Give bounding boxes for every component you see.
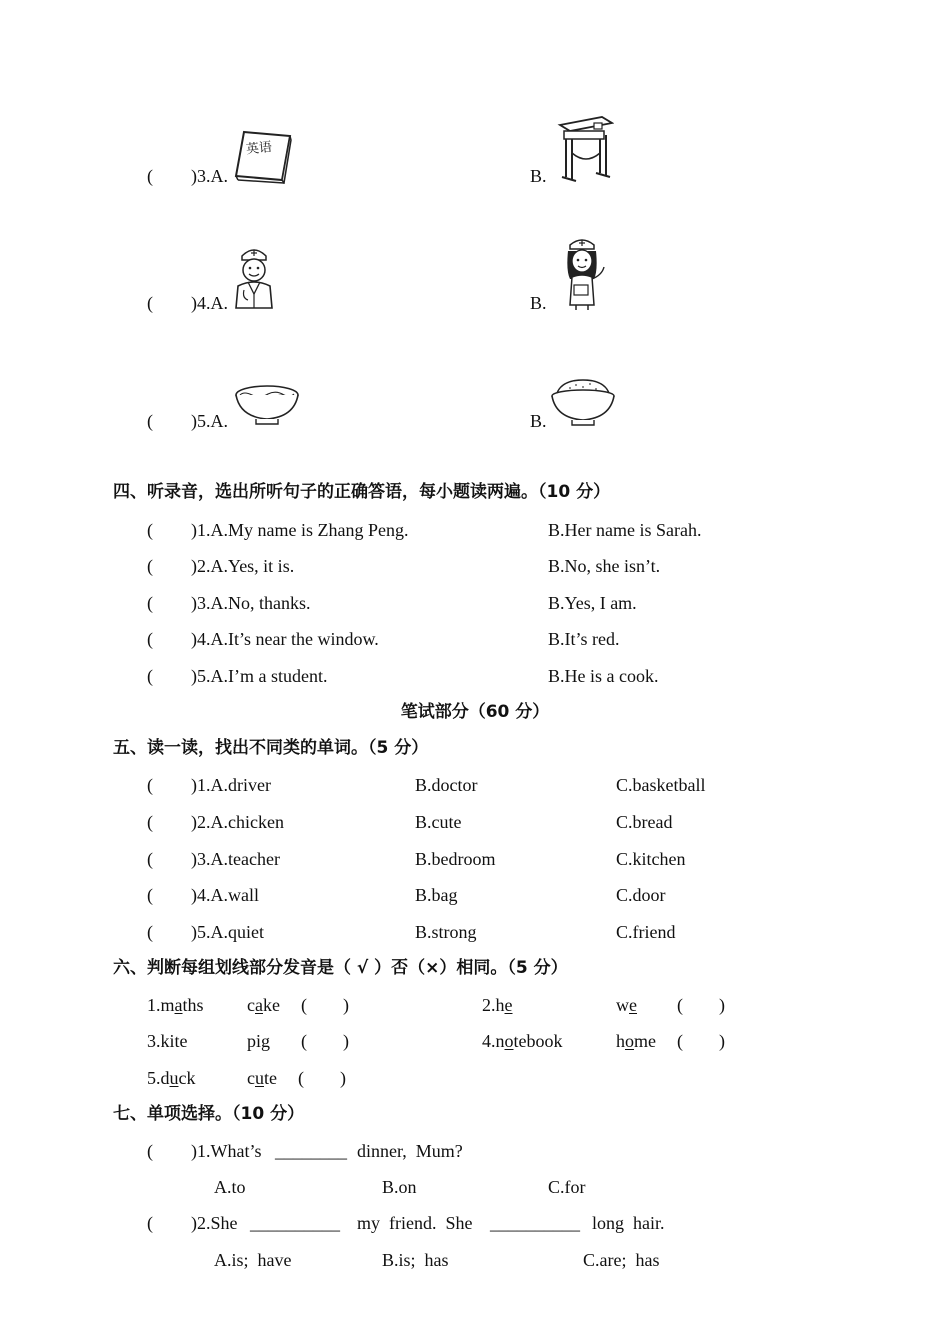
pair-word-1: 2.he [482, 995, 513, 1015]
pair-word-2: pig [247, 1031, 271, 1051]
answer-paren[interactable]: ( [147, 666, 153, 686]
option-a: )4.A.wall [191, 885, 259, 905]
option-a[interactable]: A.is; have [214, 1250, 292, 1270]
answer-blank[interactable]: ( ) [301, 1031, 349, 1051]
pair-word-1: 4.notebook [482, 1031, 563, 1051]
question-stem: )1.What’s [191, 1141, 262, 1161]
answer-paren[interactable]: ( [147, 166, 153, 186]
answer-paren[interactable]: ( [147, 775, 153, 795]
pair-word-1: 3.kite [147, 1031, 188, 1051]
written-part-title: 笔试部分（60 分） [400, 702, 550, 722]
fill-blank[interactable]: ________ [275, 1141, 347, 1161]
option-b-label: B. [530, 411, 547, 431]
option-a: )5.A.quiet [191, 922, 264, 942]
option-a: )1.A.My name is Zhang Peng. [191, 520, 409, 540]
doctor-image[interactable] [232, 244, 276, 310]
underlined-letter: u [255, 1068, 264, 1088]
pair-word-2: cake [247, 995, 280, 1015]
question-label: )3.A. [191, 166, 228, 186]
question-stem-middle: my friend. She [357, 1213, 473, 1233]
option-c: C.basketball [616, 775, 706, 795]
book-cover-text: 英语 [245, 139, 273, 158]
option-c[interactable]: C.for [548, 1177, 586, 1197]
pair-word-1: 1.maths [147, 995, 204, 1015]
answer-blank[interactable]: ( ) [677, 1031, 725, 1051]
option-c: C.kitchen [616, 849, 686, 869]
answer-paren[interactable]: ( [147, 556, 153, 576]
underlined-letter: e [629, 995, 637, 1015]
answer-paren[interactable]: ( [147, 1213, 153, 1233]
answer-paren[interactable]: ( [147, 885, 153, 905]
pair-word-2: cute [247, 1068, 277, 1088]
question-stem-end: long hair. [592, 1213, 665, 1233]
section-4-heading: 四、听录音，选出所听句子的正确答语，每小题读两遍。（10 分） [113, 482, 611, 502]
option-c: C.door [616, 885, 666, 905]
answer-paren[interactable]: ( [147, 411, 153, 431]
underlined-letter: e [504, 995, 513, 1015]
section-6-heading: 六、判断每组划线部分发音是（ √ ）否（×）相同。（5 分） [113, 958, 568, 978]
answer-paren[interactable]: ( [147, 1141, 153, 1161]
answer-paren[interactable]: ( [147, 629, 153, 649]
option-b: B.doctor [415, 775, 478, 795]
english-book-image[interactable] [234, 128, 292, 184]
option-b: B.Her name is Sarah. [548, 520, 702, 540]
fill-blank[interactable]: __________ [250, 1213, 340, 1233]
answer-paren[interactable]: ( [147, 293, 153, 313]
option-b: B.bag [415, 885, 458, 905]
option-b: B.Yes, I am. [548, 593, 637, 613]
section-5-heading: 五、读一读，找出不同类的单词。（5 分） [113, 738, 429, 758]
question-stem: )2.She [191, 1213, 238, 1233]
option-a: )3.A.No, thanks. [191, 593, 311, 613]
option-b: B.bedroom [415, 849, 496, 869]
option-b: B.cute [415, 812, 462, 832]
option-b[interactable]: B.is; has [382, 1250, 449, 1270]
option-b[interactable]: B.on [382, 1177, 417, 1197]
option-b: B.It’s red. [548, 629, 620, 649]
answer-paren[interactable]: ( [147, 520, 153, 540]
answer-paren[interactable]: ( [147, 849, 153, 869]
pair-word-2: we [616, 995, 637, 1015]
option-a: )5.A.I’m a student. [191, 666, 328, 686]
option-a: )2.A.Yes, it is. [191, 556, 295, 576]
option-c[interactable]: C.are; has [583, 1250, 660, 1270]
underlined-letter: o [625, 1031, 634, 1051]
answer-paren[interactable]: ( [147, 593, 153, 613]
option-c: C.friend [616, 922, 676, 942]
option-a[interactable]: A.to [214, 1177, 246, 1197]
underlined-letter: a [174, 995, 183, 1015]
answer-blank[interactable]: ( ) [677, 995, 725, 1015]
option-b-label: B. [530, 166, 547, 186]
option-b-label: B. [530, 293, 547, 313]
question-stem-end: dinner, Mum? [357, 1141, 463, 1161]
option-c: C.bread [616, 812, 673, 832]
nurse-image[interactable] [558, 235, 608, 311]
option-a: )1.A.driver [191, 775, 271, 795]
option-b: B.No, she isn’t. [548, 556, 661, 576]
option-b: B.strong [415, 922, 477, 942]
underlined-letter: a [255, 995, 263, 1015]
answer-paren[interactable]: ( [147, 812, 153, 832]
question-label: )5.A. [191, 411, 228, 431]
rice-bowl-image[interactable] [550, 378, 616, 428]
option-a: )3.A.teacher [191, 849, 280, 869]
option-a: )4.A.It’s near the window. [191, 629, 379, 649]
underlined-letter: u [169, 1068, 179, 1088]
noodles-bowl-image[interactable] [234, 383, 300, 427]
answer-blank[interactable]: ( ) [298, 1068, 346, 1088]
fill-blank[interactable]: __________ [490, 1213, 580, 1233]
question-label: )4.A. [191, 293, 228, 313]
pair-word-2: home [616, 1031, 656, 1051]
option-a: )2.A.chicken [191, 812, 284, 832]
option-b: B.He is a cook. [548, 666, 659, 686]
answer-paren[interactable]: ( [147, 922, 153, 942]
desk-image[interactable] [556, 113, 614, 185]
pair-word-1: 5.duck [147, 1068, 196, 1088]
underlined-letter: o [504, 1031, 514, 1051]
answer-blank[interactable]: ( ) [301, 995, 349, 1015]
section-7-heading: 七、单项选择。（10 分） [113, 1104, 305, 1124]
